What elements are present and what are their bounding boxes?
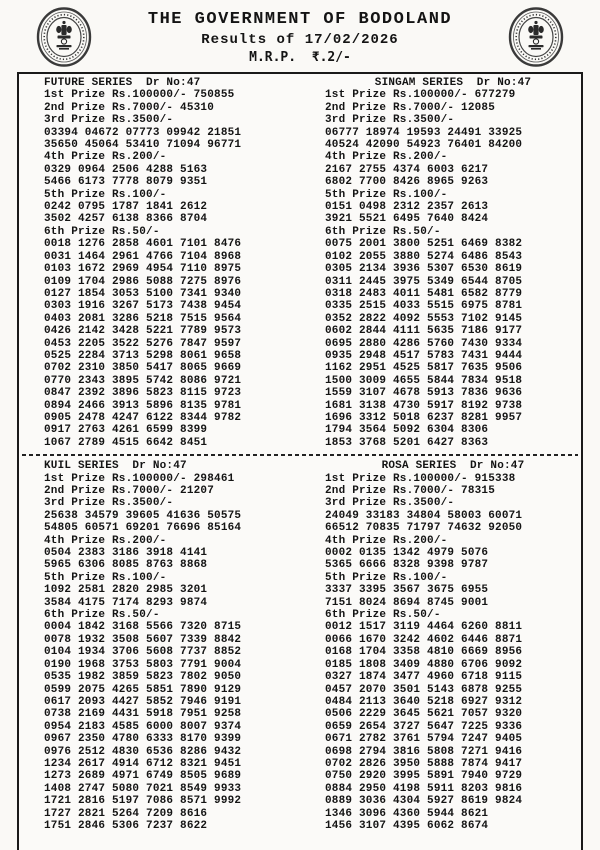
winning-number-row: 0109 1704 2986 5088 7275 8976: [44, 275, 242, 288]
winning-number-row: 1273 2689 4971 6749 8505 9689: [44, 770, 242, 783]
prize-label: 4th Prize Rs.200/-: [44, 151, 167, 164]
series-header: ROSA SERIES Dr No:47: [381, 460, 525, 473]
winning-number-row: 66512 70835 71797 74632 92050: [325, 522, 523, 535]
winning-number-row: 0457 2070 3501 5143 6878 9255: [325, 683, 523, 696]
winning-number-row: 0847 2392 3896 5823 8115 9723: [44, 387, 242, 400]
winning-number-row: 1162 2951 4525 5817 7635 9506: [325, 362, 523, 375]
winning-number-row: 0738 2169 4431 5918 7951 9258: [44, 708, 242, 721]
winning-number-row: 0967 2350 4780 6333 8170 9399: [44, 733, 242, 746]
winning-number-row: 0504 2383 3186 3918 4141: [44, 547, 208, 560]
prize-label: 5th Prize Rs.100/-: [44, 571, 167, 584]
winning-number-row: 0311 2445 3975 5349 6544 8705: [325, 275, 523, 288]
winning-number-row: 0671 2782 3761 5794 7247 9405: [325, 733, 523, 746]
winning-number-row: 0750 2920 3995 5891 7940 9729: [325, 770, 523, 783]
winning-number-row: 0935 2948 4517 5783 7431 9444: [325, 349, 523, 362]
winning-number-row: 1346 3096 4360 5944 8621: [325, 807, 489, 820]
winning-number-row: 1681 3138 4730 5917 8192 9738: [325, 399, 523, 412]
prize-label: 4th Prize Rs.200/-: [325, 534, 448, 547]
winning-number-row: 3584 4175 7174 8293 9874: [44, 596, 208, 609]
winning-number-row: 1408 2747 5080 7021 8549 9933: [44, 782, 242, 795]
winning-number-row: 0976 2512 4830 6536 8286 9432: [44, 745, 242, 758]
winning-number-row: 1794 3564 5092 6304 8306: [325, 424, 489, 437]
winning-number-row: 0525 2284 3713 5298 8061 9658: [44, 349, 242, 362]
prize-label: 5th Prize Rs.100/-: [325, 188, 448, 201]
winning-number-row: 0303 1916 3267 5173 7438 9454: [44, 300, 242, 313]
winning-number-row: 1721 2816 5197 7086 8571 9992: [44, 795, 242, 808]
winning-number-row: 1456 3107 4395 6062 8674: [325, 819, 489, 832]
prize-label: 3rd Prize Rs.3500/-: [325, 114, 455, 127]
winning-number-row: 0127 1854 3053 5100 7341 9340: [44, 287, 242, 300]
winning-number-row: 0102 2055 3880 5274 6486 8543: [325, 250, 523, 263]
series-rosa: [300, 460, 581, 832]
winning-number-row: 0075 2001 3800 5251 6469 8382: [325, 238, 523, 251]
winning-number-row: 0012 1517 3119 4464 6260 8811: [325, 621, 523, 634]
winning-number-row: 0242 0795 1787 1841 2612: [44, 201, 208, 214]
winning-number-row: 0066 1670 3242 4602 6446 8871: [325, 633, 523, 646]
winning-number-row: 6802 7700 8426 8965 9263: [325, 176, 489, 189]
winning-number-row: 7151 8024 8694 8745 9001: [325, 596, 489, 609]
winning-number-row: 0352 2822 4092 5553 7102 9145: [325, 312, 523, 325]
dashed-separator: [22, 454, 578, 456]
winning-number-row: 0506 2229 3645 5621 7057 9320: [325, 708, 523, 721]
winning-number-row: 0335 2515 4033 5515 6975 8781: [325, 300, 523, 313]
winning-number-row: 24049 33183 34804 58003 60071: [325, 509, 523, 522]
winning-number-row: 0104 1934 3706 5608 7737 8852: [44, 646, 242, 659]
winning-number-row: 0078 1932 3508 5607 7339 8842: [44, 633, 242, 646]
winning-number-row: 0484 2113 3640 5218 6927 9312: [325, 695, 523, 708]
winning-number-row: 1067 2789 4515 6642 8451: [44, 436, 208, 449]
winning-number-row: 0917 2763 4261 6599 8399: [44, 424, 208, 437]
winning-number-row: 1559 3107 4678 5913 7836 9636: [325, 387, 523, 400]
prize-label: 6th Prize Rs.50/-: [44, 609, 160, 622]
winning-number-row: 0318 2483 4011 5481 6582 8779: [325, 287, 523, 300]
prize-label: 4th Prize Rs.200/-: [44, 534, 167, 547]
winning-number-row: 5466 6173 7778 8079 9351: [44, 176, 208, 189]
top-series-row: [19, 77, 581, 449]
winning-number-row: 0695 2880 4286 5760 7430 9334: [325, 337, 523, 350]
winning-number-row: 0894 2466 3913 5896 8135 9781: [44, 399, 242, 412]
winning-number-row: 0884 2950 4198 5911 8203 9816: [325, 782, 523, 795]
winning-number-row: 0327 1874 3477 4960 6718 9115: [325, 671, 523, 684]
series-singam: [300, 77, 581, 449]
winning-number-row: 1727 2821 5264 7209 8616: [44, 807, 208, 820]
winning-number-row: 1092 2581 2820 2985 3201: [44, 584, 208, 597]
winning-number-row: 0004 1842 3168 5566 7320 8715: [44, 621, 242, 634]
winning-number-row: 0151 0498 2312 2357 2613: [325, 201, 489, 214]
winning-number-row: 0305 2134 3936 5307 6530 8619: [325, 263, 523, 276]
prize-label: 2nd Prize Rs.7000/- 78315: [325, 485, 496, 497]
winning-number-row: 0954 2183 4585 6000 8007 9374: [44, 720, 242, 733]
winning-number-row: 0426 2142 3428 5221 7789 9573: [44, 325, 242, 338]
winning-number-row: 0770 2343 3895 5742 8086 9721: [44, 374, 242, 387]
prize-label: 3rd Prize Rs.3500/-: [325, 497, 455, 510]
winning-number-row: 0698 2794 3816 5808 7271 9416: [325, 745, 523, 758]
winning-number-row: 1751 2846 5306 7237 8622: [44, 819, 208, 832]
page-title: THE GOVERNMENT OF BODOLAND: [147, 10, 453, 29]
prize-label: 1st Prize Rs.100000/- 750855: [44, 89, 235, 102]
winning-number-row: 06777 18974 19593 24491 33925: [325, 126, 523, 139]
winning-number-row: 0617 2093 4427 5852 7946 9191: [44, 695, 242, 708]
winning-number-row: 35650 45064 53410 71094 96771: [44, 139, 242, 152]
mrp-line: M.R.P. ₹.2/-: [249, 50, 351, 65]
winning-number-row: 5365 6666 8328 9398 9787: [325, 559, 489, 572]
winning-number-row: 3921 5521 6495 7640 8424: [325, 213, 489, 226]
series-header: KUIL SERIES Dr No:47: [44, 460, 187, 473]
winning-number-row: 0702 2310 3850 5417 8065 9669: [44, 362, 242, 375]
winning-number-row: 0602 2844 4111 5635 7186 9177: [325, 325, 523, 338]
prize-label: 2nd Prize Rs.7000/- 21207: [44, 485, 215, 497]
results-date: Results of 17/02/2026: [201, 32, 399, 48]
winning-number-row: 0403 2081 3286 5218 7515 9564: [44, 312, 242, 325]
winning-number-row: 0002 0135 1342 4979 5076: [325, 547, 489, 560]
winning-number-row: 0185 1808 3409 4880 6706 9092: [325, 658, 523, 671]
winning-number-row: 0905 2478 4247 6122 8344 9782: [44, 411, 242, 424]
winning-number-row: 0659 2654 3727 5647 7225 9336: [325, 720, 523, 733]
winning-number-row: 0168 1704 3358 4810 6669 8956: [325, 646, 523, 659]
winning-number-row: 40524 42090 54923 76401 84200: [325, 139, 523, 152]
prize-label: 2nd Prize Rs.7000/- 12085: [325, 101, 496, 114]
winning-number-row: 3502 4257 6138 8366 8704: [44, 213, 208, 226]
winning-number-row: 1234 2617 4914 6712 8321 9451: [44, 757, 242, 770]
document-header: [0, 0, 600, 72]
winning-number-row: 0889 3036 4304 5927 8619 9824: [325, 795, 523, 808]
prize-label: 6th Prize Rs.50/-: [325, 609, 441, 622]
winning-number-row: 5965 6306 8085 8763 8868: [44, 559, 208, 572]
winning-number-row: 0329 0964 2506 4288 5163: [44, 163, 208, 176]
winning-number-row: 1853 3768 5201 6427 8363: [325, 436, 489, 449]
prize-label: 1st Prize Rs.100000/- 915338: [325, 472, 516, 485]
winning-number-row: 3337 3395 3567 3675 6955: [325, 584, 489, 597]
prize-label: 3rd Prize Rs.3500/-: [44, 114, 174, 127]
winning-number-row: 0018 1276 2858 4601 7101 8476: [44, 238, 242, 251]
results-box: [17, 72, 583, 850]
prize-label: 5th Prize Rs.100/-: [325, 571, 448, 584]
series-future: [19, 77, 300, 449]
series-header: FUTURE SERIES Dr No:47: [44, 77, 201, 89]
winning-number-row: 0535 1982 3859 5823 7802 9050: [44, 671, 242, 684]
winning-number-row: 0453 2205 3522 5276 7847 9597: [44, 337, 242, 350]
winning-number-row: 0031 1464 2961 4766 7104 8968: [44, 250, 242, 263]
government-emblem-right-icon: [508, 7, 564, 67]
winning-number-row: 1500 3009 4655 5844 7834 9518: [325, 374, 523, 387]
winning-number-row: 1696 3312 5018 6237 8281 9957: [325, 411, 523, 424]
prize-label: 6th Prize Rs.50/-: [325, 225, 441, 238]
prize-label: 6th Prize Rs.50/-: [44, 225, 160, 238]
winning-number-row: 25638 34579 39605 41636 50575: [44, 509, 242, 522]
prize-label: 1st Prize Rs.100000/- 677279: [325, 89, 516, 102]
winning-number-row: 0599 2075 4265 5851 7890 9129: [44, 683, 242, 696]
winning-number-row: 0190 1968 3753 5803 7791 9004: [44, 658, 242, 671]
winning-number-row: 0702 2826 3950 5888 7874 9417: [325, 757, 523, 770]
prize-label: 1st Prize Rs.100000/- 298461: [44, 472, 235, 485]
prize-label: 4th Prize Rs.200/-: [325, 151, 448, 164]
series-header: SINGAM SERIES Dr No:47: [374, 77, 532, 89]
prize-label: 5th Prize Rs.100/-: [44, 188, 167, 201]
winning-number-row: 2167 2755 4374 6003 6217: [325, 163, 489, 176]
winning-number-row: 03394 04672 07773 09942 21851: [44, 126, 242, 139]
series-kuil: [19, 460, 300, 832]
winning-number-row: 0103 1672 2969 4954 7110 8975: [44, 263, 242, 276]
bottom-series-row: [19, 460, 581, 832]
government-emblem-left-icon: [36, 7, 92, 67]
prize-label: 3rd Prize Rs.3500/-: [44, 497, 174, 510]
winning-number-row: 54805 60571 69201 76696 85164: [44, 522, 242, 535]
prize-label: 2nd Prize Rs.7000/- 45310: [44, 101, 215, 114]
